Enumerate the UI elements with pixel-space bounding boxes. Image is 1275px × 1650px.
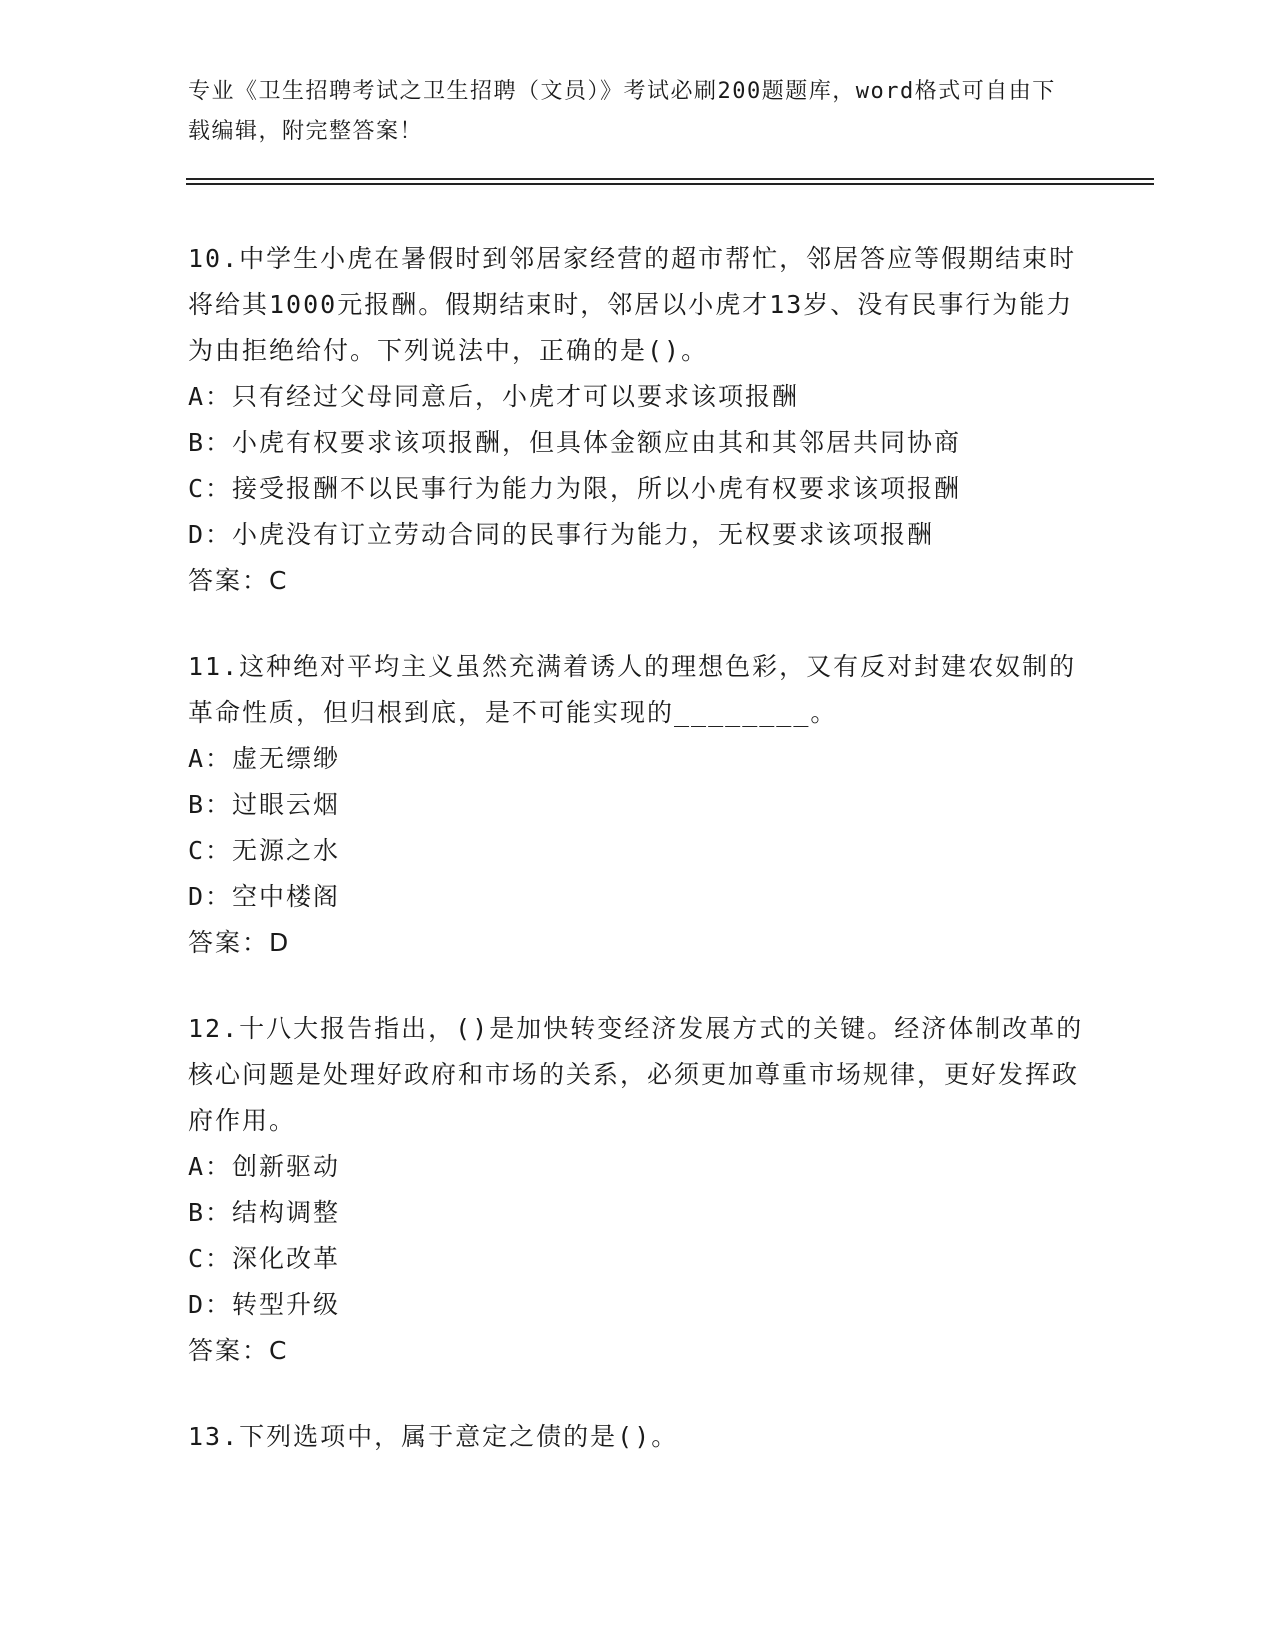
option-a: A：只有经过父母同意后，小虎才可以要求该项报酬: [188, 382, 800, 411]
document-header: 专业《卫生招聘考试之卫生招聘（文员）》考试必刷200题题库，word格式可自由下载编辑，附完整答案！: [188, 79, 1056, 144]
option-a: A：创新驱动: [188, 1152, 341, 1181]
question-stem: 13.下列选项中，属于意定之债的是()。: [188, 1422, 679, 1451]
option-d: D：转型升级: [188, 1290, 341, 1319]
question-list: [188, 236, 1088, 1500]
answer-line: 答案：D: [188, 928, 291, 957]
answer-line: 答案：C: [188, 566, 289, 595]
question-stem: 12.十八大报告指出，()是加快转变经济发展方式的关键。经济体制改革的核心问题是处理好政府和市场的关系，必须更加尊重市场规律，更好发挥政府作用。: [188, 1014, 1084, 1135]
question-13: [188, 1414, 1088, 1460]
option-b: B：小虎有权要求该项报酬，但具体金额应由其和其邻居共同协商: [188, 428, 962, 457]
option-c: C：接受报酬不以民事行为能力为限，所以小虎有权要求该项报酬: [188, 474, 962, 503]
header-divider-top: [186, 178, 1154, 180]
question-stem: 10.中学生小虎在暑假时到邻居家经营的超市帮忙，邻居答应等假期结束时将给其1000元报酬。假期结束时，邻居以小虎才13岁、没有民事行为能力为由拒绝给付。下列说法中，正确的是()。: [188, 244, 1077, 365]
option-b: B：过眼云烟: [188, 790, 341, 819]
header-divider-bottom: [186, 183, 1154, 185]
option-c: C：无源之水: [188, 836, 341, 865]
option-d: D：空中楼阁: [188, 882, 341, 911]
question-11: [188, 644, 1088, 966]
answer-line: 答案：C: [188, 1336, 289, 1365]
option-b: B：结构调整: [188, 1198, 341, 1227]
option-c: C：深化改革: [188, 1244, 341, 1273]
option-d: D：小虎没有订立劳动合同的民事行为能力，无权要求该项报酬: [188, 520, 935, 549]
question-stem: 11.这种绝对平均主义虽然充满着诱人的理想色彩，又有反对封建农奴制的革命性质，但归根到底，是不可能实现的________。: [188, 652, 1077, 727]
question-10: [188, 236, 1088, 604]
option-a: A：虚无缥缈: [188, 744, 341, 773]
question-12: [188, 1006, 1088, 1374]
